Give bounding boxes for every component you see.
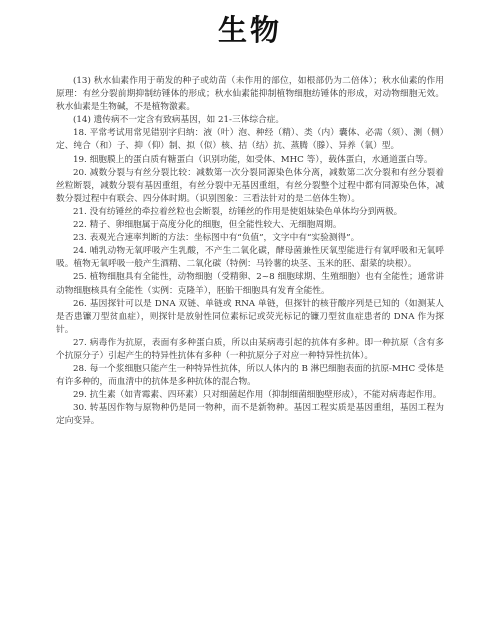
paragraph-22: 22. 精子、卵细胞属于高度分化的细胞，但全能性较大、无细胞周期。 <box>73 220 342 231</box>
paragraph-23: 23. 表观光合速率判断的方法：坐标图中有“负值”，文字中有“实验测得”。 <box>73 233 360 244</box>
paragraph-19: 19. 细胞膜上的蛋白质有糖蛋白（识别功能，如受体、MHC 等），载体蛋白，水通道蛋白等。 <box>73 154 433 165</box>
paragraph-24: 24. 哺乳动物无氧呼吸产生乳酸，不产生二氧化碳，酵母菌兼性厌氧型能进行有氧呼吸和无氧呼吸。植物无氧呼吸一般产生酒精、二氧化碳（特例：马铃薯的块茎、玉米的胚、甜菜的块根）。 <box>56 246 444 270</box>
paragraph-28: 28. 每一个浆细胞只能产生一种特异性抗体，所以人体内的 B 淋巴细胞表面的抗原-MHC 受体是有许多种的，而血清中的抗体是多种抗体的混合物。 <box>56 364 444 388</box>
paragraph-14: (14) 遗传病不一定含有致病基因，如 21-三体综合症。 <box>73 115 285 126</box>
paragraph-26: 26. 基因探针可以是 DNA 双链、单链或 RNA 单链，但探针的核苷酸序列是已知的（如测某人是否患镰刀型贫血症），则探针是放射性同位素标记或荧光标记的镰刀型贫血症患者的 DNA 作为探针。 <box>56 298 444 335</box>
page-title: 生物 <box>217 13 282 47</box>
paragraph-18: 18. 平常考试用常见错别字归纳：液（叶）泡、种经（精）、类（内）囊体、必需（须）、测（侧）定、纯合（和）子、抑（仰）制、拟（似）核、拮（结）抗、蒸腾（滕）、异养（氧）型。 <box>56 128 444 152</box>
paragraph-13: (13) 秋水仙素作用于萌发的种子或幼苗（未作用的部位，如根部仍为二倍体）；秋水仙素的作用原理：有丝分裂前期抑制纺锤体的形成；秋水仙素能抑制植物细胞纺锤体的形成，对动物细胞无效。秋水仙素是生物碱，不是植物激素。 <box>56 76 444 113</box>
paragraph-29: 29. 抗生素（如青霉素、四环素）只对细菌起作用（抑制细菌细胞壁形成），不能对病毒起作用。 <box>73 390 442 401</box>
paragraph-30: 30. 转基因作物与原物种仍是同一物种，而不是新物种。基因工程实质是基因重组，基因工程为定向变异。 <box>56 403 444 427</box>
document-body <box>56 75 444 429</box>
paragraph-27: 27. 病毒作为抗原，表面有多种蛋白质，所以由某病毒引起的抗体有多种。即一种抗原（含有多个抗原分子）引起产生的特异性抗体有多种（一种抗原分子对应一种特异性抗体）。 <box>56 337 444 361</box>
paragraph-25: 25. 植物细胞具有全能性，动物细胞（受精卵、2~8 细胞球期、生殖细胞）也有全能性；通常讲动物细胞核具有全能性（实例：克隆羊），胚胎干细胞具有发育全能性。 <box>56 272 444 296</box>
paragraph-21: 21. 没有纺锤丝的牵拉着丝粒也会断裂，纺锤丝的作用是使姐妹染色单体均分到两极。 <box>73 206 403 217</box>
paragraph-20: 20. 减数分裂与有丝分裂比较：减数第一次分裂同源染色体分离，减数第二次分裂和有丝分裂着丝粒断裂，减数分裂有基因重组，有丝分裂中无基因重组，有丝分裂整个过程中都有同源染色体，减数分裂过程中有联会、四分体时期。（识别图象：三看法针对的是二倍体生物）。 <box>56 167 444 204</box>
